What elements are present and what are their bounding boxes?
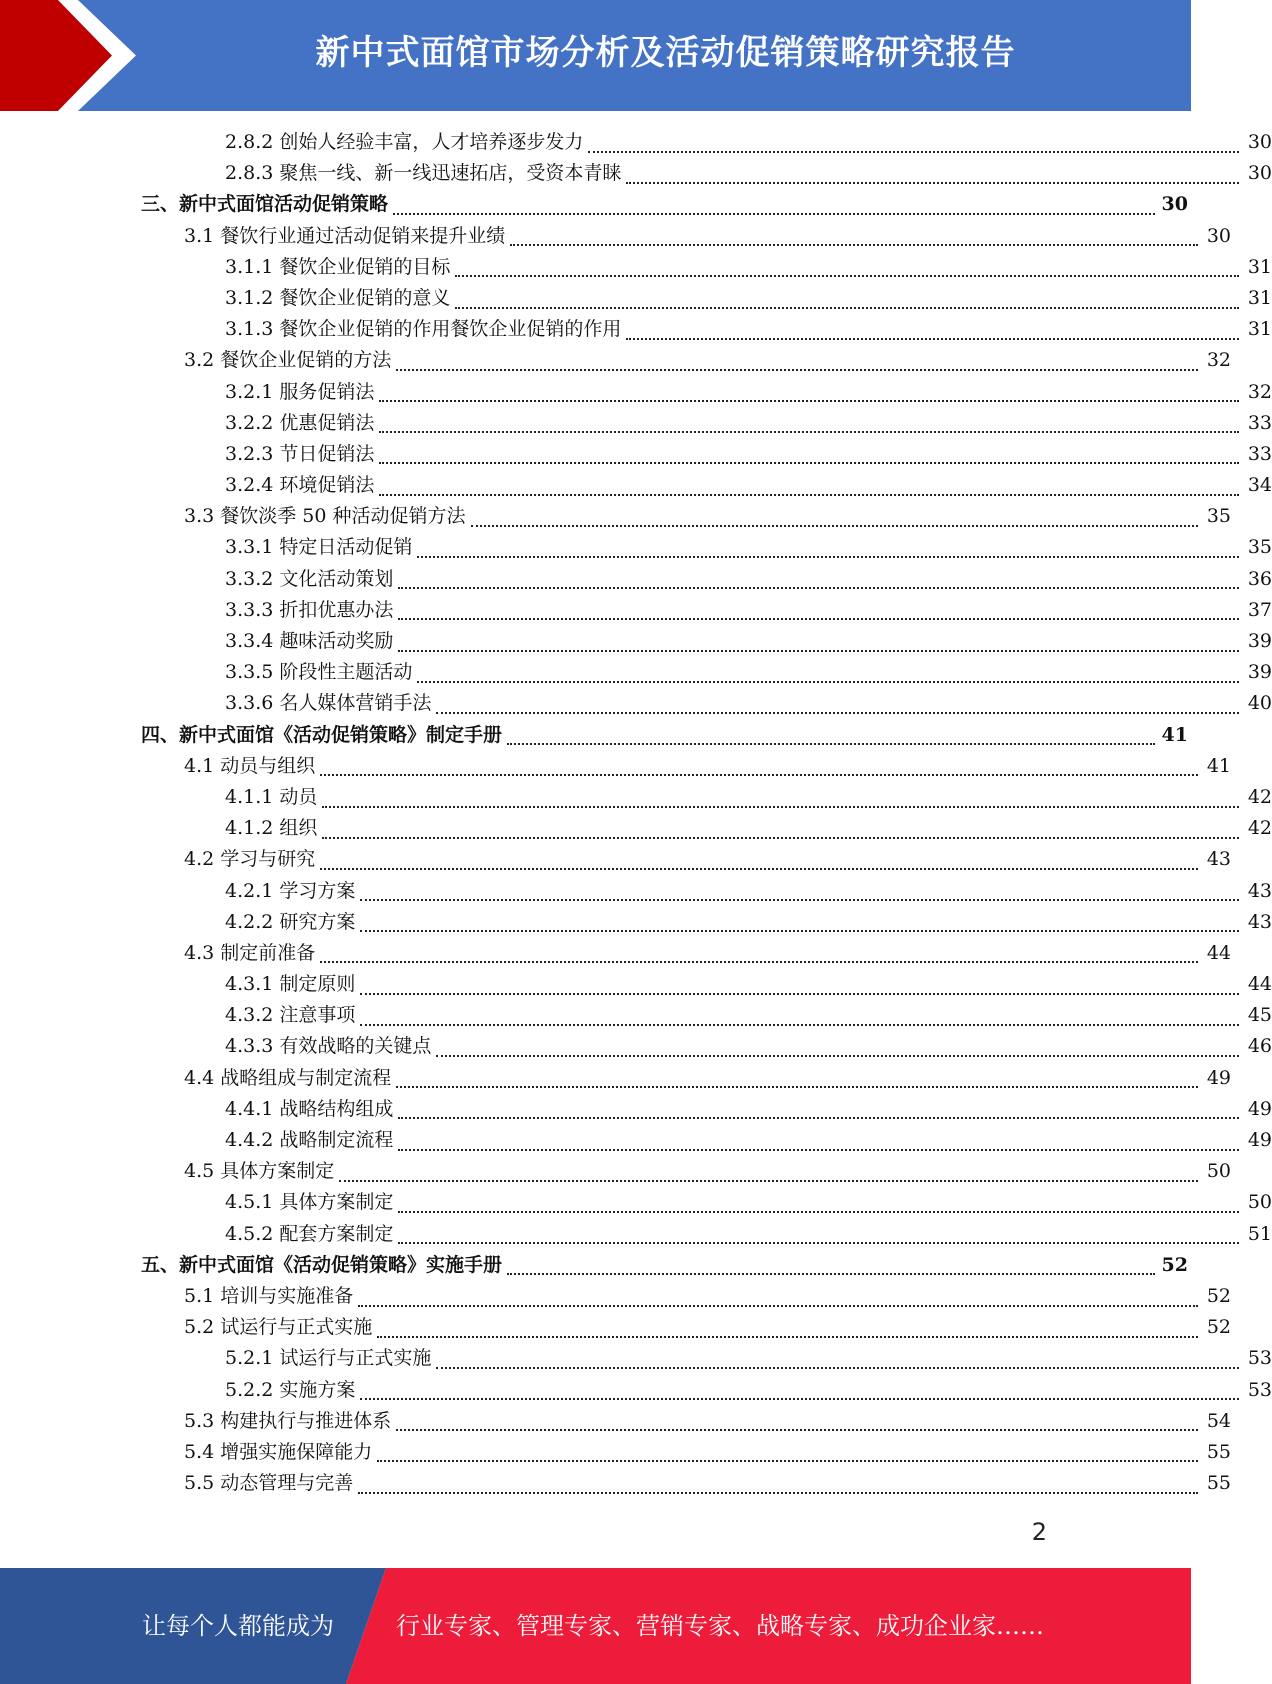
toc-entry-title: 4.1.2 组织	[225, 817, 318, 840]
toc-entry-page: 39	[1247, 661, 1272, 684]
toc-entry[interactable]	[0, 782, 1272, 813]
toc-dot-leader	[417, 681, 1239, 683]
toc-entry-page: 39	[1247, 630, 1272, 652]
toc-dot-leader	[436, 1055, 1239, 1057]
toc-dot-leader	[396, 369, 1198, 371]
toc-entry[interactable]	[0, 938, 1231, 969]
toc-entry-page: 37	[1247, 598, 1272, 621]
toc-entry-title: 5.5 动态管理与完善	[184, 1472, 354, 1495]
toc-dot-leader	[379, 494, 1239, 496]
toc-entry-page: 49	[1247, 1097, 1272, 1120]
toc-entry-page: 36	[1247, 567, 1272, 590]
footer-banner	[0, 1568, 1191, 1684]
toc-entry-title: 3.2.1 服务促销法	[225, 380, 375, 403]
toc-entry[interactable]	[0, 158, 1272, 189]
toc-entry[interactable]	[0, 252, 1272, 283]
toc-entry-title: 4.2 学习与研究	[184, 848, 316, 871]
toc-entry-page: 52	[1206, 1284, 1231, 1307]
toc-entry-title: 4.1 动员与组织	[184, 754, 316, 777]
toc-entry-title: 4.4 战略组成与制定流程	[184, 1066, 392, 1089]
toc-entry-title: 3.2.3 节日促销法	[225, 442, 375, 465]
toc-entry[interactable]	[0, 1343, 1272, 1374]
toc-entry-page: 43	[1206, 848, 1231, 871]
toc-entry-page: 52	[1161, 1253, 1188, 1276]
toc-entry-page: 41	[1206, 754, 1231, 777]
toc-entry-title: 3.3.6 名人媒体营销手法	[225, 692, 432, 715]
toc-entry[interactable]	[0, 1156, 1231, 1187]
toc-entry-title: 4.5.2 配套方案制定	[225, 1222, 394, 1245]
toc-entry-title: 3.1.3 餐饮企业促销的作用餐饮企业促销的作用	[225, 318, 622, 341]
toc-entry[interactable]	[0, 595, 1272, 626]
toc-entry[interactable]	[0, 1094, 1272, 1125]
toc-entry-page: 44	[1247, 973, 1272, 996]
toc-entry-page: 41	[1161, 723, 1188, 746]
toc-entry[interactable]	[0, 813, 1272, 844]
toc-entry-page: 42	[1247, 785, 1272, 808]
toc-dot-leader	[393, 213, 1155, 215]
toc-dot-leader	[339, 1180, 1198, 1182]
toc-entry-title: 5.3 构建执行与推进体系	[184, 1409, 392, 1432]
toc-entry[interactable]	[0, 1406, 1231, 1437]
toc-entry[interactable]	[0, 1031, 1272, 1062]
toc-entry-title: 4.4.1 战略结构组成	[225, 1097, 394, 1120]
toc-entry[interactable]	[0, 501, 1231, 532]
toc-dot-leader	[396, 1429, 1198, 1431]
toc-entry-page: 33	[1247, 442, 1272, 465]
toc-entry[interactable]	[0, 1219, 1272, 1250]
toc-entry[interactable]	[0, 314, 1272, 345]
toc-entry[interactable]	[0, 844, 1231, 875]
toc-entry-page: 49	[1206, 1066, 1231, 1089]
toc-entry-title: 5.2.2 实施方案	[225, 1378, 356, 1401]
toc-entry-title: 4.2.1 学习方案	[225, 879, 356, 902]
toc-entry-page: 54	[1206, 1409, 1231, 1432]
toc-entry-title: 3.2.4 环境促销法	[225, 474, 375, 497]
toc-entry-page: 44	[1206, 941, 1231, 964]
toc-dot-leader	[398, 1242, 1239, 1244]
toc-dot-leader	[398, 618, 1239, 620]
toc-entry[interactable]	[0, 564, 1272, 595]
toc-entry-page: 49	[1247, 1129, 1272, 1151]
toc-entry-page: 30	[1161, 193, 1188, 216]
toc-dot-leader	[626, 338, 1239, 340]
toc-dot-leader	[396, 1086, 1198, 1088]
toc-entry-title: 4.3.1 制定原则	[225, 973, 356, 996]
toc-dot-leader	[588, 151, 1239, 153]
footer-slogan-right: 行业专家、管理专家、营销专家、战略专家、成功企业家……	[396, 1612, 1044, 1640]
toc-entry-title: 4.5 具体方案制定	[184, 1160, 335, 1183]
toc-dot-leader	[379, 462, 1239, 464]
toc-dot-leader	[398, 1211, 1239, 1213]
toc-dot-leader	[320, 868, 1198, 870]
toc-dot-leader	[398, 650, 1239, 652]
toc-entry-page: 55	[1206, 1440, 1231, 1463]
toc-entry[interactable]	[0, 876, 1272, 907]
toc-dot-leader	[626, 182, 1239, 184]
toc-entry-page: 55	[1206, 1472, 1231, 1495]
toc-entry-title: 3.3.3 折扣优惠办法	[225, 598, 394, 621]
toc-entry-title: 3.2 餐饮企业促销的方法	[184, 349, 392, 372]
toc-entry[interactable]	[0, 1437, 1231, 1468]
toc-entry-title: 5.2.1 试运行与正式实施	[225, 1347, 432, 1370]
toc-entry-title: 5.2 试运行与正式实施	[184, 1316, 373, 1339]
toc-entry[interactable]	[0, 907, 1272, 938]
toc-dot-leader	[455, 275, 1239, 277]
toc-dot-leader	[358, 1492, 1198, 1494]
toc-entry[interactable]	[0, 626, 1272, 657]
toc-entry[interactable]	[0, 1468, 1231, 1499]
toc-entry[interactable]	[0, 751, 1231, 782]
toc-entry-page: 50	[1206, 1160, 1231, 1183]
toc-entry-page: 43	[1247, 879, 1272, 902]
toc-dot-leader	[322, 806, 1239, 808]
toc-entry[interactable]	[0, 1125, 1272, 1156]
toc-dot-leader	[322, 837, 1239, 839]
toc-dot-leader	[471, 525, 1198, 527]
toc-entry[interactable]	[0, 221, 1231, 252]
toc-dot-leader	[455, 307, 1239, 309]
table-of-contents	[0, 127, 1272, 1499]
page-number: 2	[1031, 1518, 1047, 1546]
toc-entry[interactable]	[0, 1250, 1188, 1281]
toc-entry-page: 31	[1247, 255, 1272, 278]
toc-dot-leader	[360, 899, 1239, 901]
toc-dot-leader	[377, 1460, 1198, 1462]
toc-entry-title: 3.2.2 优惠促销法	[225, 411, 375, 434]
toc-dot-leader	[360, 1398, 1239, 1400]
toc-entry[interactable]	[0, 189, 1188, 220]
toc-dot-leader	[436, 712, 1239, 714]
toc-dot-leader	[398, 1149, 1239, 1151]
toc-entry-page: 40	[1247, 692, 1272, 715]
toc-entry-page: 46	[1247, 1035, 1272, 1058]
toc-dot-leader	[510, 244, 1198, 246]
toc-entry[interactable]	[0, 688, 1272, 719]
toc-entry-page: 53	[1247, 1378, 1272, 1401]
toc-entry-title: 4.1.1 动员	[225, 785, 318, 808]
toc-entry-title: 3.1 餐饮行业通过活动促销来提升业绩	[184, 224, 506, 247]
toc-entry-page: 30	[1247, 162, 1272, 185]
toc-entry-title: 五、新中式面馆《活动促销策略》实施手册	[141, 1253, 503, 1276]
toc-entry-title: 2.8.2 创始人经验丰富，人才培养逐步发力	[225, 131, 584, 153]
toc-entry-page: 32	[1247, 380, 1272, 403]
toc-entry-page: 35	[1206, 505, 1231, 528]
toc-entry-title: 2.8.3 聚焦一线、新一线迅速拓店，受资本青睐	[225, 162, 622, 185]
toc-entry-title: 3.1.1 餐饮企业促销的目标	[225, 255, 451, 278]
toc-dot-leader	[379, 400, 1239, 402]
toc-entry[interactable]	[0, 1281, 1231, 1312]
toc-entry-title: 3.1.2 餐饮企业促销的意义	[225, 286, 451, 309]
toc-entry-title: 三、新中式面馆活动促销策略	[141, 193, 389, 216]
toc-dot-leader	[398, 587, 1239, 589]
toc-entry[interactable]	[0, 377, 1272, 408]
toc-entry-page: 30	[1247, 131, 1272, 153]
toc-entry[interactable]	[0, 408, 1272, 439]
toc-entry-title: 4.3.2 注意事项	[225, 1004, 356, 1027]
toc-dot-leader	[358, 1305, 1198, 1307]
toc-entry-title: 4.2.2 研究方案	[225, 910, 356, 933]
toc-entry[interactable]	[0, 1000, 1272, 1031]
toc-dot-leader	[436, 1367, 1239, 1369]
toc-entry-page: 42	[1247, 817, 1272, 840]
toc-entry[interactable]	[0, 470, 1272, 501]
toc-entry-page: 34	[1247, 474, 1272, 497]
toc-dot-leader	[379, 431, 1239, 433]
toc-entry[interactable]	[0, 1063, 1231, 1094]
toc-entry-title: 3.3 餐饮淡季 50 种活动促销方法	[184, 505, 466, 528]
toc-entry[interactable]	[0, 1375, 1272, 1406]
toc-dot-leader	[398, 1117, 1239, 1119]
report-title: 新中式面馆市场分析及活动促销策略研究报告	[315, 33, 1016, 73]
toc-entry[interactable]	[0, 720, 1188, 751]
toc-entry-page: 33	[1247, 411, 1272, 434]
toc-entry[interactable]	[0, 1312, 1231, 1343]
toc-entry-title: 4.3 制定前准备	[184, 941, 316, 964]
toc-dot-leader	[507, 743, 1155, 745]
toc-entry[interactable]	[0, 283, 1272, 314]
toc-dot-leader	[417, 556, 1239, 558]
toc-dot-leader	[320, 961, 1198, 963]
toc-dot-leader	[507, 1273, 1155, 1275]
toc-entry[interactable]	[0, 969, 1272, 1000]
toc-entry-title: 3.3.5 阶段性主题活动	[225, 661, 413, 684]
toc-entry[interactable]	[0, 657, 1272, 688]
toc-entry-title: 4.4.2 战略制定流程	[225, 1129, 394, 1151]
toc-entry-page: 45	[1247, 1004, 1272, 1027]
toc-entry-title: 4.5.1 具体方案制定	[225, 1191, 394, 1214]
toc-entry-page: 50	[1247, 1191, 1272, 1214]
toc-entry-page: 53	[1247, 1347, 1272, 1370]
footer-slogan-left: 让每个人都能成为	[142, 1612, 334, 1640]
toc-dot-leader	[360, 930, 1239, 932]
toc-entry-title: 3.3.1 特定日活动促销	[225, 536, 413, 559]
toc-entry-page: 32	[1206, 349, 1231, 372]
toc-entry[interactable]	[0, 1187, 1272, 1218]
toc-dot-leader	[320, 774, 1198, 776]
toc-dot-leader	[377, 1336, 1198, 1338]
toc-entry-page: 51	[1247, 1222, 1272, 1245]
toc-dot-leader	[360, 993, 1239, 995]
toc-entry-title: 5.4 增强实施保障能力	[184, 1440, 373, 1463]
toc-entry-page: 31	[1247, 318, 1272, 341]
toc-entry[interactable]	[0, 345, 1231, 376]
toc-entry[interactable]	[0, 439, 1272, 470]
toc-entry-page: 35	[1247, 536, 1272, 559]
toc-entry-title: 4.3.3 有效战略的关键点	[225, 1035, 432, 1058]
toc-entry-page: 52	[1206, 1316, 1231, 1339]
toc-entry-page: 30	[1206, 224, 1231, 247]
toc-entry-page: 31	[1247, 286, 1272, 309]
toc-entry-title: 5.1 培训与实施准备	[184, 1284, 354, 1307]
toc-dot-leader	[360, 1024, 1239, 1026]
toc-entry-title: 四、新中式面馆《活动促销策略》制定手册	[141, 723, 503, 746]
header-arrow-decoration	[0, 0, 160, 111]
toc-entry[interactable]	[0, 127, 1272, 158]
toc-entry[interactable]	[0, 532, 1272, 563]
toc-entry-title: 3.3.4 趣味活动奖励	[225, 630, 394, 652]
toc-entry-title: 3.3.2 文化活动策划	[225, 567, 394, 590]
toc-entry-page: 43	[1247, 910, 1272, 933]
header-banner	[0, 0, 1191, 111]
